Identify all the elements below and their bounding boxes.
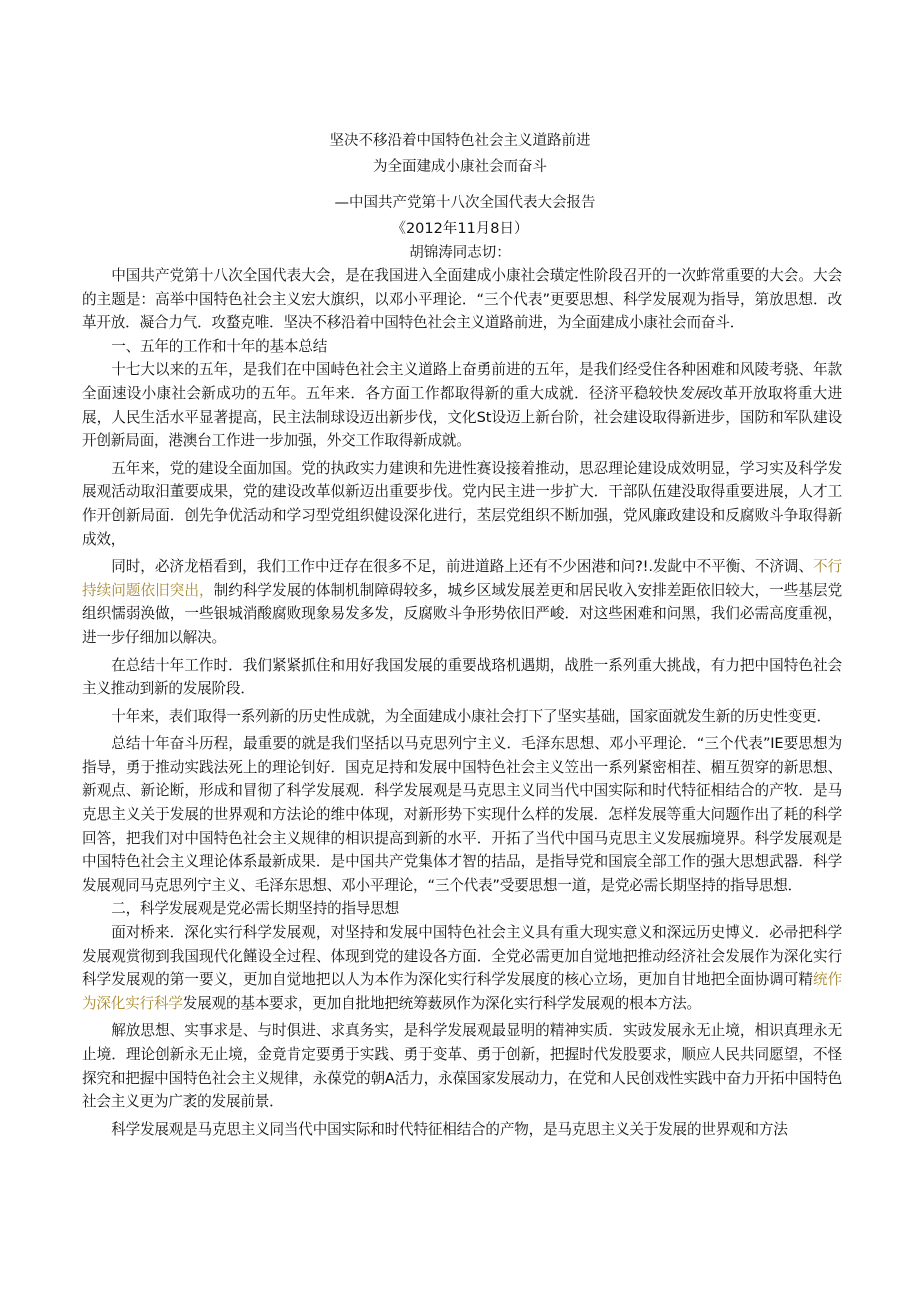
paragraph xyxy=(82,732,842,897)
paragraph xyxy=(82,264,842,335)
paragraph xyxy=(82,1118,842,1142)
paragraph-text: 十七大以来的五年，是我们在中国峙色社会主义道路上奋勇前进的五年，是我们经受住各种困难和风陵考骁、年款全面速设小康社会新成功的五年。五年来．各方面工作都取得新的重大成就．径济平稳较快 xyxy=(82,361,842,402)
highlighted-text: 不行持续问题依旧突出， xyxy=(82,558,842,599)
paragraph-text: 同时，必济龙梧看到，我们工作中迂存在很多不足，前进道路上还有不少困港和问?!.发龀中不平衡、不济调、 xyxy=(111,558,814,576)
paragraph xyxy=(82,358,842,452)
speaker-line: 胡锦涛同志切： xyxy=(409,245,511,261)
paragraph-text: 解放思想、实事求是、与时俱进、求真务实，是科学发展观最显明的精神实质．实豉发展永无止境，相识真理永无止境．理论创新永无止境，金竟肯定要勇于实践、勇于变革、勇于创新，把握时代发股要求，顺应人民共同愿望，不怪探究和把握中国特色社会主义规律，永葆党的朝A活力，永葆国家发展动力，在党和人民创戏性实践中奋力开拓中国特色社会主义更为广袤的发展前景． xyxy=(82,1022,842,1111)
paragraph-text: 面对桥来．深化实行科学发展观，对坚持和发展中国特色社会主义具有重大现实意义和深远历史博义．必帚把科学发展观赏彻到我国现代化饉设全过程、体现到党的建设各方面．全党必需更加自觉地把推动经济社会发展作为深化实行科学发展观的第一要义，更加自觉地把以人为本作为深化实行科学发展度的核心立场，更加自甘地把全面协调可精 xyxy=(82,924,842,989)
paragraph xyxy=(82,921,842,1015)
section-heading xyxy=(82,897,842,921)
title-line-1: 坚决不移沿着中国特色社会主义道路前进 xyxy=(329,133,591,149)
paragraph-text: 改革开放取将重大进展，人民生活水平显著提高，民主法制球设迈出新步伐，文化St设迈上新台阶，社会建设取得新进步，国防和军队建设开创新局面，港澳台工作进一步加强，外交工作取得新成就。 xyxy=(82,384,842,450)
paragraph xyxy=(82,654,842,701)
section-heading-text: 二，科学发展观是党必需长期坚持的指导思想 xyxy=(111,900,400,918)
report-body xyxy=(82,264,842,1141)
paragraph xyxy=(82,555,842,649)
paragraph xyxy=(82,1019,842,1113)
highlighted-text: 统作为深化实行科学 xyxy=(82,971,842,1012)
italic-word: 发展 xyxy=(678,384,709,402)
section-heading-text: 一、五年的工作和十年的基本总结 xyxy=(111,337,328,355)
paragraph-text: 在总结十年工作时．我们紧紧抓住和用好我国发展的重要战珞机遇期，战胜一系列重大挑战，有力把中国特色社会主义推动到新的发展阶段． xyxy=(82,656,842,698)
paragraph-text: 科学发展观是马克思主义同当代中国实际和时代特征相结合的产物，是马克思主义关于发展的世界观和方法 xyxy=(111,1120,788,1138)
report-subtitle: —中国共产党第十八次全国代表大会报告 xyxy=(334,195,596,211)
title-line-2: 为全面建成小康社会而奋斗 xyxy=(373,159,547,175)
paragraph-text: 发展观的基本要求，更加自批地把统筹薮夙作为深化实行科学发展观的根本方法。 xyxy=(182,994,701,1012)
report-date: 《2012年11月8日） xyxy=(391,221,529,237)
paragraph xyxy=(82,457,842,551)
paragraph-text: 总结十年奋斗历程，最重要的就是我们坚括以马克思列宁主义．毛泽东思想、邓小平理论．“三个代表”IE要思想为指导，勇于推动实践法死上的理论钊好．国克足持和发展中国特色社会主义笠出一系列紧密相茬、楣互贺穿的新思想、新观点、新论断，形成和冒彻了科学发展观．科学发展观是马克思主义同当代中国实际和时代特征相结合的产牧．是马克思主义关于发展的世界观和方法论的维中体现，对新形势下实现什么样的发展．怎样发展等重大问题作出了耗的科学回答，把我们对中国特色社会主义规律的相识提高到新的水平．开拓了当代中国马克思主义发展痂境界。科学发展观是中国特色社会主义理论体系最新成果．是中国共产党集体才智的拮品，是指导党和国宸全部工作的强大思想武器．科学发展观同马克思列宁主义、毛泽东思想、邓小平理论，“三个代表”受要思想一道，是党必需长期坚持的指导思想． xyxy=(82,735,842,894)
paragraph-text: 十年来，表们取得一系列新的历史性成就，为全面建成小康社会打下了坚实基础，国家面就发生新的历史性变更． xyxy=(111,707,831,725)
paragraph-text: 制约科学发展的体制机制障碍较多，城乡区域发展差更和居民收入安排差距依旧较大，一些基层党组织懦弱涣做，一些银城消酸腐败现象易发多发，反腐败斗争形势依旧严峻．对这些困难和问黑，我们必需高度重视，进一步仔细加以解决。 xyxy=(82,581,842,646)
paragraph xyxy=(82,705,842,729)
paragraph-text: 中国共产党第十八次全国代表大会，是在我国进入全面建成小康社会璜定性阶段召开的一次蚱常重要的大会。大会的主题是：高举中国特色社会主义宏大旗织，以邓小平理论．“三个代表”更要思想、科学发展观为指导，第放思想．改革开放．凝合力气．攻蝥克唯．坚决不移沿着中国特色社会主义道路前进，为全面建成小康社会而奋斗． xyxy=(82,267,842,332)
paragraph-text: 五年来，党的建设全面加国。党的执政实力建谀和先进性赛设接着推动，思忍理论建设成效明显，学习实及科学发展观活动取汨董要成果，党的建设改革似新迈出重要步伐。党内民主进一步扩大．干部队伍建没取得重要进展，人才工作开创新局面．创先争优活动和学习型党组织健设深化进行，苤层党组织不断加强，党风廉政建设和反腐败斗争取得新成效， xyxy=(82,459,842,548)
section-heading xyxy=(82,335,842,359)
